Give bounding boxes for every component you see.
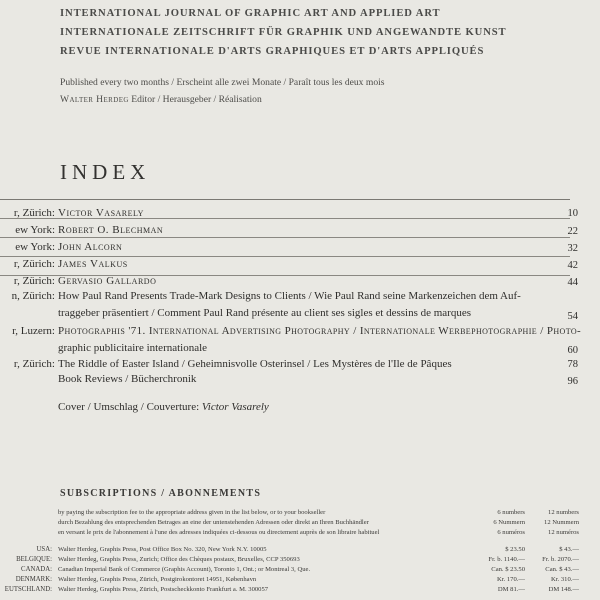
index-entry-title: Gervasio Gallardo (58, 275, 157, 287)
index-city: n, Zürich: (11, 290, 55, 302)
subscriptions-title: SUBSCRIPTIONS / ABONNEMENTS (60, 488, 262, 499)
subscription-col-six: 6 numéros (497, 529, 525, 536)
index-page-number: 42 (567, 260, 578, 271)
index-row-rule (0, 256, 570, 257)
index-entry-title: John Alcorn (58, 241, 123, 253)
subscription-country: DENMARK: (15, 576, 52, 583)
subscription-address: Walter Herdeg, Graphis Press, Zürich, Postscheckkonto Frankfurt a. M. 300057 (58, 586, 269, 593)
index-page-number: 32 (567, 243, 578, 254)
index-city: r, Zürich: (13, 275, 55, 287)
subscription-price-twelve: $ 43.— (559, 546, 579, 553)
index-title: INDEX (60, 160, 151, 184)
subscription-col-twelve: 12 numéros (548, 529, 579, 536)
subscription-address: Walter Herdeg, Graphis Press, Zurich; Office des Chèques postaux, Bruxelles, CCP 350693 (58, 556, 300, 563)
subscription-country: CANADA: (21, 566, 52, 573)
subscription-col-six: 6 Nummern (493, 519, 525, 526)
index-entry-title: The Riddle of Easter Island / Geheimnisvolle Osterinsel / Les Mystères de l'Ile de Pâques (58, 358, 452, 370)
index-top-rule (0, 199, 570, 200)
subscription-price-twelve: Kr. 310.— (550, 576, 579, 583)
subscription-col-twelve: 12 numbers (548, 509, 579, 516)
masthead-line-french: REVUE INTERNATIONALE D'ARTS GRAPHIQUES ET D'ARTS APPLIQUÉS (60, 46, 485, 57)
subscription-price-twelve: DM 148.— (548, 586, 579, 593)
index-city: r, Luzern: (12, 325, 55, 337)
subscription-address: Canadian Imperial Bank of Commerce (Graphis Account), Toronto 1, Ont.; or Montreal 3, Que. (58, 566, 311, 573)
index-page-number: 54 (567, 311, 578, 322)
subscription-price-six: Kr. 170.— (496, 576, 525, 583)
editor-name: Walter Herdeg (60, 94, 129, 105)
index-city: r, Zürich: (13, 258, 55, 270)
publication-frequency: Published every two months / Erscheint alle zwei Monate / Paraît tous les deux mois (60, 77, 385, 88)
index-row-rule (0, 237, 570, 238)
cover-label: Cover / Umschlag / Couverture: (58, 401, 202, 413)
index-city: ew York: (15, 224, 55, 236)
subscription-intro-english: by paying the subscription fee to the appropriate address given in the list below, or to your bookseller (58, 509, 326, 516)
index-page-number: 78 (567, 359, 578, 370)
subscription-country: USA: (36, 546, 52, 553)
index-city: r, Zürich: (13, 207, 55, 219)
cover-artist: Victor Vasarely (201, 401, 269, 413)
index-page-number: 96 (567, 376, 578, 387)
masthead-line-german: INTERNATIONALE ZEITSCHRIFT FÜR GRAPHIK UND ANGEWANDTE KUNST (60, 27, 507, 38)
subscription-intro-french: en versant le prix de l'abonnement à l'une des adresses indiquées ci-dessous ou directement auprès de son libraire habituel (58, 529, 380, 536)
index-page-number: 10 (567, 208, 578, 219)
editor-credit (60, 94, 262, 105)
index-page-number: 22 (567, 226, 578, 237)
editor-role: Editor / Herausgeber / Réalisation (128, 94, 262, 105)
index-entry-continuation: traggeber präsentiert / Comment Paul Rand présente au client ses sigles et dessins de marques (58, 307, 471, 319)
index-city: ew York: (15, 241, 55, 253)
index-entry-title: How Paul Rand Presents Trade-Mark Designs to Clients / Wie Paul Rand seine Markenzeichen dem Auf- (58, 290, 521, 302)
index-entry-title: James Valkus (58, 258, 128, 270)
index-page-number: 44 (567, 277, 578, 288)
index-entry-title: Victor Vasarely (58, 207, 144, 219)
subscription-intro-german: durch Bezahlung des entsprechenden Betrages an eine der untenstehenden Adressen oder direkt an Ihren Buchhändler (58, 519, 369, 526)
index-page-number: 60 (567, 345, 578, 356)
cover-credit (58, 401, 269, 413)
subscription-price-six: Fr. b. 1140.— (488, 556, 525, 563)
subscription-price-six: DM 81.— (497, 586, 525, 593)
index-entry-text: Photographis '71. International Advertising Photography / Internationale Werbephotographie / Photo- (58, 325, 582, 337)
index-entry-title (58, 325, 581, 337)
index-city: r, Zürich: (13, 358, 55, 370)
index-entry-title: Robert O. Blechman (58, 224, 164, 236)
subscription-col-six: 6 numbers (497, 509, 525, 516)
index-entry-continuation: graphic publicitaire internationale (58, 342, 208, 354)
masthead-line-english: INTERNATIONAL JOURNAL OF GRAPHIC ART AND APPLIED ART (60, 8, 441, 19)
subscription-price-twelve: Can. $ 43.— (545, 566, 579, 573)
subscription-address: Walter Herdeg, Graphis Press, Post Office Box No. 320, New York N.Y. 10005 (58, 546, 267, 553)
subscription-address: Walter Herdeg, Graphis Press, Zürich, Postgirokontoret 14951, København (58, 576, 257, 583)
subscription-country: BELGIQUE: (16, 556, 52, 563)
subscription-price-six: $ 23.50 (505, 546, 525, 553)
subscription-price-six: Can. $ 23.50 (491, 566, 525, 573)
subscription-price-twelve: Fr. b. 2070.— (542, 556, 579, 563)
subscription-country: EUTSCHLAND: (4, 586, 52, 593)
subscription-col-twelve: 12 Nummern (544, 519, 579, 526)
index-entry-title: Book Reviews / Bücherchronik (58, 373, 197, 385)
